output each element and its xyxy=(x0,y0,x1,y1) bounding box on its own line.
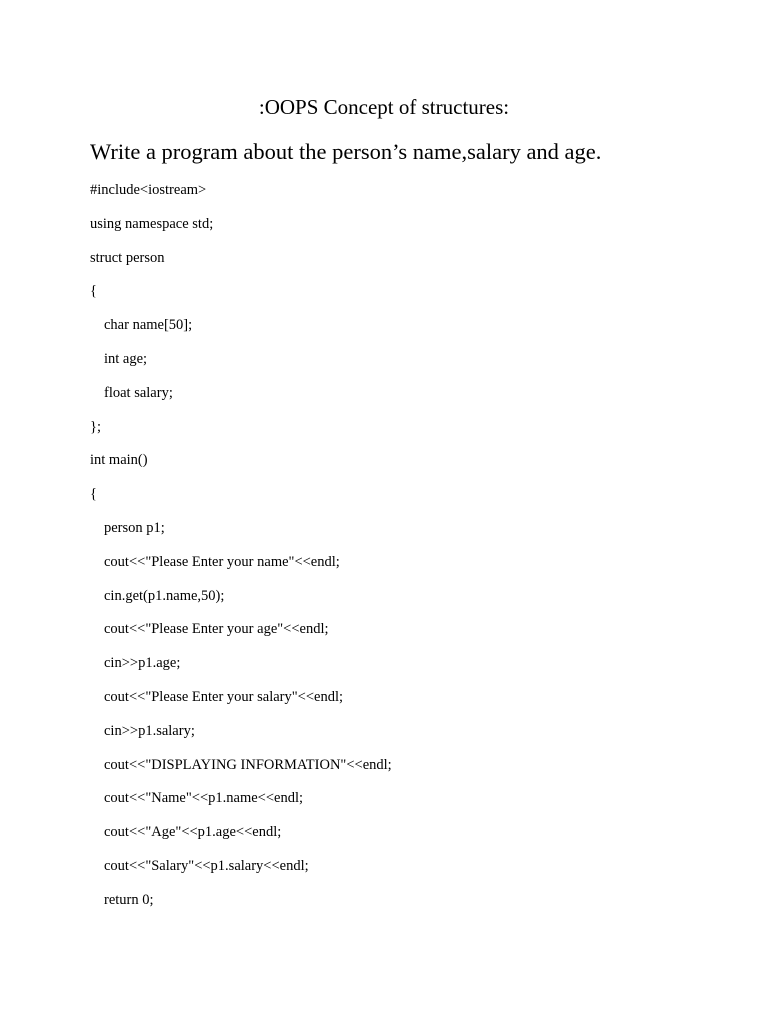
code-line: float salary; xyxy=(104,384,173,401)
code-line: cout<<"Name"<<p1.name<<endl; xyxy=(104,790,304,807)
code-line: int main() xyxy=(90,452,148,469)
code-line: #include<iostream> xyxy=(90,182,207,198)
code-line: cout<<"Age"<<p1.age<<endl; xyxy=(104,824,282,841)
code-line: cout<<"DISPLAYING INFORMATION"<<endl; xyxy=(104,756,392,773)
code-block xyxy=(90,180,710,924)
code-line: cin>>p1.age; xyxy=(104,655,181,672)
code-line: char name[50]; xyxy=(104,317,193,334)
code-line: }; xyxy=(90,418,101,435)
code-line: cout<<"Salary"<<p1.salary<<endl; xyxy=(104,857,309,874)
code-line: { xyxy=(90,486,97,503)
code-line: using namespace std; xyxy=(90,215,214,232)
code-line: cin.get(p1.name,50); xyxy=(104,587,225,604)
code-line: person p1; xyxy=(104,519,165,536)
document-title: :OOPS Concept of structures: xyxy=(258,95,510,119)
code-line: return 0; xyxy=(104,891,154,908)
code-line: cout<<"Please Enter your age"<<endl; xyxy=(104,621,329,638)
document-subtitle: Write a program about the person’s name,salary and age. xyxy=(90,139,602,164)
code-line: int age; xyxy=(104,350,148,367)
code-line: struct person xyxy=(90,249,165,266)
code-line: cout<<"Please Enter your salary"<<endl; xyxy=(104,688,344,705)
code-line: { xyxy=(90,283,97,300)
code-line: cout<<"Please Enter your name"<<endl; xyxy=(104,553,340,570)
code-line: cin>>p1.salary; xyxy=(104,722,195,739)
